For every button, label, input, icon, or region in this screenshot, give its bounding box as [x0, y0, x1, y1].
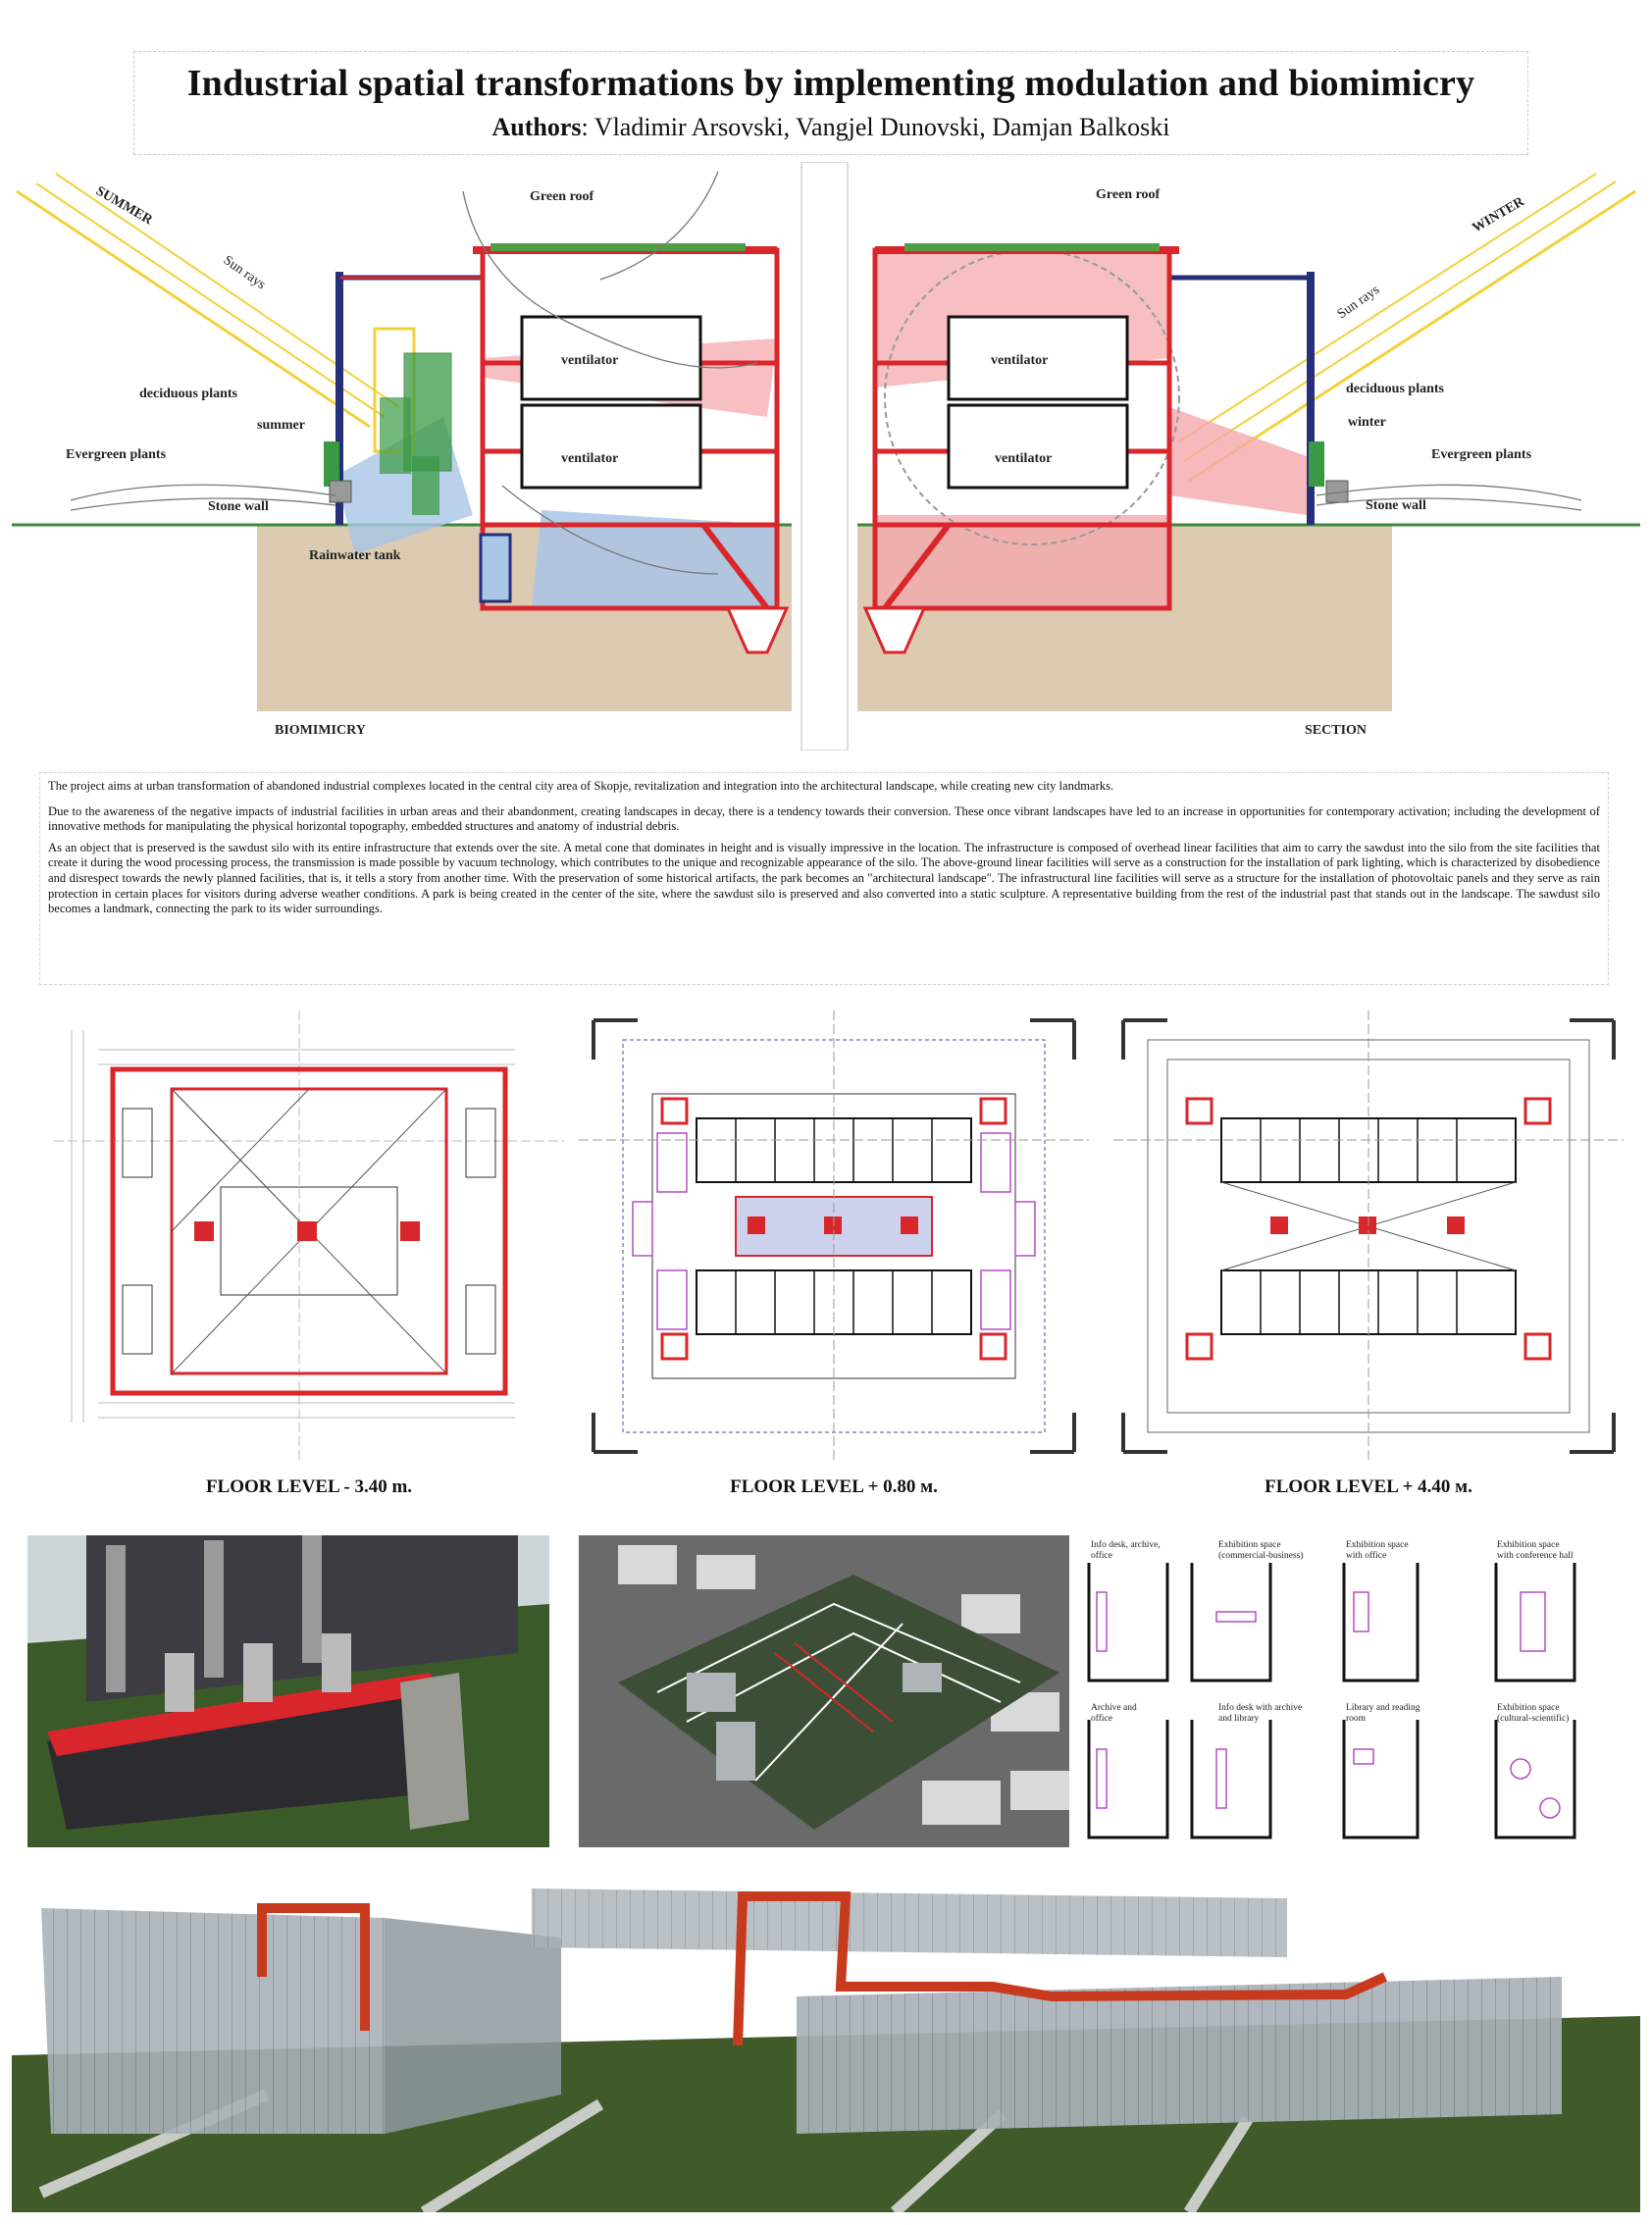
authors-names: : Vladimir Arsovski, Vangjel Dunovski, Damjan Balkoski	[581, 113, 1170, 141]
description-paragraph-2: Due to the awareness of the negative impacts of industrial facilities in urban areas and their abandonment, creating landscapes in decay, there is a tendency towards their conversion. These once vibrant landscapes have led to an increase in opportunities for contemporary activation; including the development of innovative methods for manipulating the physical horizontal topography, embedded structures and anatomy of industrial debris.	[48, 803, 1600, 834]
layout-variants-grid	[1069, 1533, 1638, 1849]
plan-caption-3: FLOOR LEVEL + 4.40 м.	[1265, 1476, 1472, 1497]
layout-label-1: Info desk, archive, office	[1091, 1540, 1161, 1561]
sun-rays-right	[1179, 174, 1635, 481]
description-paragraph-1: The project aims at urban transformation of abandoned industrial complexes located in the central city area of Skopje, revitalization and integration into the architectural landscape, while creating new city landmarks.	[48, 779, 1114, 793]
layout-label-2: Exhibition space (commercial-business)	[1218, 1540, 1304, 1561]
warm-air-side-right	[1169, 407, 1307, 515]
evergreen-label-right: Evergreen plants	[1431, 447, 1532, 462]
stone-wall-label-right: Stone wall	[1366, 498, 1426, 513]
rainwater-label: Rainwater tank	[309, 548, 401, 563]
deciduous-label-right: deciduous plants	[1346, 382, 1444, 396]
layout-label-8: Exhibition space (cultural-scientific)	[1497, 1703, 1570, 1724]
floor-plan-1	[54, 1010, 564, 1462]
evergreen-plant-left	[324, 441, 339, 487]
stone-wall-label-left: Stone wall	[208, 499, 269, 514]
sun-rays-label-left: Sun rays	[220, 252, 269, 293]
title-box	[133, 51, 1528, 155]
ventilator-label-right-top: ventilator	[991, 353, 1049, 368]
section-diagram	[12, 162, 1640, 750]
render-panorama	[12, 1869, 1640, 2212]
ventilator-label-left-bottom: ventilator	[561, 451, 619, 466]
evergreen-label-left: Evergreen plants	[66, 447, 167, 462]
evergreen-plant-right	[1309, 441, 1324, 487]
green-roof-left	[490, 243, 746, 251]
layout-label-6: Info desk with archive and library	[1218, 1703, 1303, 1724]
layout-label-4: Exhibition space with conference hall	[1497, 1540, 1574, 1561]
render-structure-close	[27, 1535, 549, 1847]
ventilator-label-right-bottom: ventilator	[995, 451, 1053, 466]
season-small-label-left: summer	[257, 418, 305, 433]
description-paragraph-3: As an object that is preserved is the sawdust silo with its entire infrastructure that extends over the site. A metal cone that dominates in height and is visually impressive in the location. The infrastructure is composed of overhead linear facilities that aim to carry the sawdust into the silo from the site facilities that create it during the wood processing process, the transmission is made possible by vacuum technology, which contributes to the unique and recognizable appearance of the silo. The above-ground linear facilities will serve as a construction for the installation of park lighting, which is characterized by disobedience and disrespect towards the newly planned facilities, that is, it tells a story from another time. With the preservation of some historical artifacts, the park becomes an "architectural landscape". The infrastructural line facilities will serve as a structure for the installation of photovoltaic panels and they serve as rain protection in certain places for visitors during adverse weather conditions. A park is being created in the center of the site, where the sawdust silo is preserved and also converted into a static sculpture. A representative building from the rest of the industrial past that stands out in the landscape. The sawdust silo becomes a landmark, connecting the park to its wider surroundings.	[48, 840, 1600, 916]
ventilator-box-right-bottom	[949, 405, 1127, 488]
season-label-left: SUMMER	[93, 183, 155, 229]
caption-section: SECTION	[1305, 723, 1368, 738]
layout-label-5: Archive and office	[1091, 1703, 1137, 1724]
sun-rays-label-right: Sun rays	[1334, 283, 1383, 323]
floor-plan-3	[1113, 1010, 1624, 1462]
ventilator-label-left-top: ventilator	[561, 353, 619, 368]
green-roof-right	[904, 243, 1160, 251]
green-roof-label-right: Green roof	[1096, 187, 1161, 202]
caption-biomimicry: BIOMIMICRY	[275, 723, 366, 738]
poster-authors	[134, 113, 1527, 142]
rainwater-tank	[481, 535, 510, 601]
floor-plan-2	[579, 1010, 1089, 1462]
layout-label-3: Exhibition space with office	[1346, 1540, 1409, 1561]
center-divider	[801, 162, 848, 750]
render-site-aerial	[579, 1535, 1089, 1847]
green-roof-label-left: Green roof	[530, 189, 594, 204]
ventilator-box-left-bottom	[522, 405, 700, 488]
air-flow-lines-right	[1316, 485, 1581, 510]
season-label-right: WINTER	[1470, 194, 1527, 236]
stone-wall-left	[330, 481, 351, 502]
authors-label: Authors	[491, 113, 582, 141]
plan-caption-2: FLOOR LEVEL + 0.80 м.	[730, 1476, 938, 1497]
plan-caption-1: FLOOR LEVEL - 3.40 m.	[205, 1476, 413, 1497]
poster-title: Industrial spatial transformations by implementing modulation and biomimicry	[186, 63, 1475, 104]
description-box	[39, 772, 1609, 985]
deciduous-label-left: deciduous plants	[139, 387, 237, 401]
layout-label-7: Library and reading room	[1346, 1703, 1420, 1724]
season-small-label-right: winter	[1348, 415, 1386, 430]
